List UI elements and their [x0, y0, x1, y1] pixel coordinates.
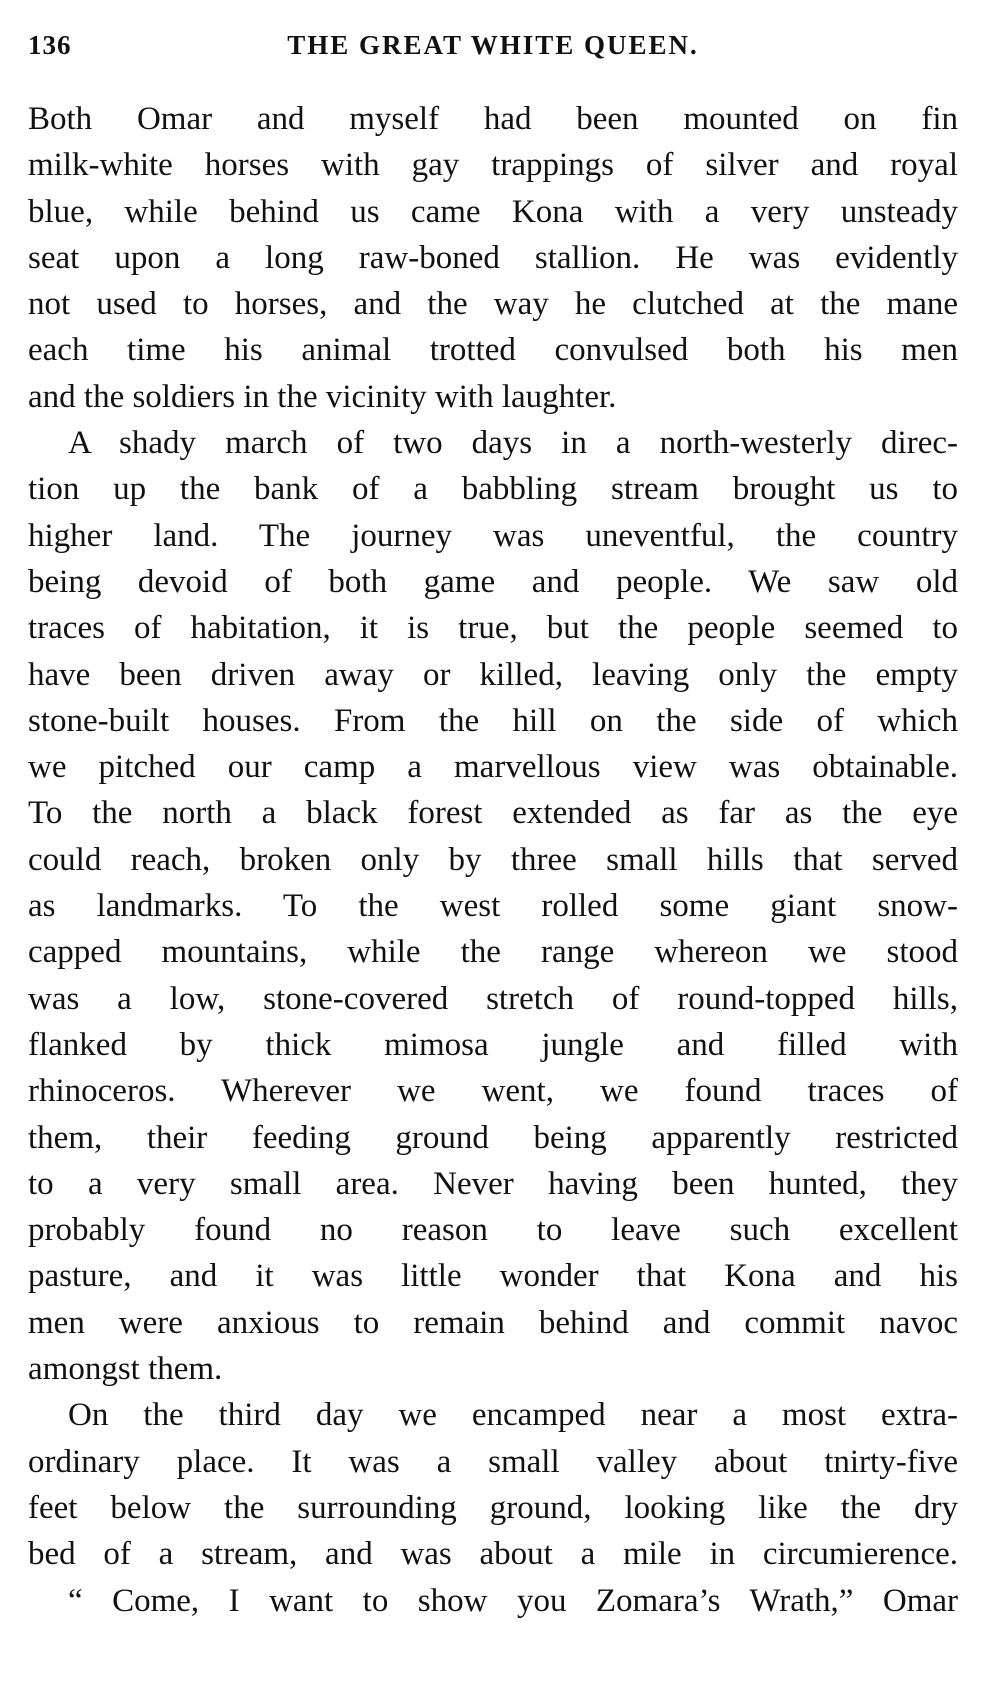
text-line: higher land. The journey was uneventful, the country: [28, 517, 958, 554]
text-line: milk-white horses with gay trappings of silver and royal: [28, 147, 958, 184]
text-line: To the north a black forest extended as far as the eye: [28, 795, 958, 832]
body-text: [28, 96, 958, 1624]
text-line: A shady march of two days in a north-westerly direc-: [68, 425, 958, 462]
text-line: we pitched our camp a marvellous view was obtainable.: [28, 749, 958, 786]
running-title: THE GREAT WHITE QUEEN.: [287, 30, 699, 60]
text-line: have been driven away or killed, leaving only the empty: [28, 656, 958, 693]
text-line: pasture, and it was little wonder that Kona and his: [28, 1258, 958, 1295]
running-head: [28, 30, 958, 70]
text-line: ordinary place. It was a small valley about tnirty-five: [28, 1443, 958, 1480]
text-line: flanked by thick mimosa jungle and filled with: [28, 1026, 958, 1063]
text-line: “ Come, I want to show you Zomara’s Wrath,” Omar: [68, 1582, 958, 1619]
text-line: being devoid of both game and people. We saw old: [28, 563, 958, 600]
text-line: men were anxious to remain behind and commit navoc: [28, 1304, 958, 1341]
text-line: On the third day we encamped near a most extra-: [68, 1397, 958, 1434]
text-line: tion up the bank of a babbling stream brought us to: [28, 471, 958, 508]
text-line: seat upon a long raw-boned stallion. He was evidently: [28, 239, 958, 276]
text-line: capped mountains, while the range whereon we stood: [28, 934, 958, 971]
page-number: 136: [28, 30, 72, 60]
text-line: Both Omar and myself had been mounted on fin: [28, 101, 958, 137]
text-line: each time his animal trotted convulsed both his men: [28, 332, 958, 369]
text-line: traces of habitation, it is true, but the people seemed to: [28, 610, 958, 647]
text-line: could reach, broken only by three small hills that served: [28, 841, 958, 878]
text-line: amongst them.: [28, 1351, 223, 1388]
text-line: as landmarks. To the west rolled some giant snow-: [28, 888, 958, 925]
text-line: feet below the surrounding ground, looking like the dry: [28, 1489, 958, 1526]
text-line: to a very small area. Never having been hunted, they: [28, 1165, 958, 1202]
text-line: was a low, stone-covered stretch of round-topped hills,: [28, 980, 958, 1017]
text-line: them, their feeding ground being apparently restricted: [28, 1119, 958, 1156]
text-line: not used to horses, and the way he clutched at the mane: [28, 286, 958, 323]
text-line: blue, while behind us came Kona with a very unsteady: [28, 193, 958, 230]
text-line: probably found no reason to leave such excellent: [28, 1212, 958, 1249]
text-line: and the soldiers in the vicinity with laughter.: [28, 378, 617, 415]
text-line: stone-built houses. From the hill on the side of which: [28, 702, 958, 739]
text-line: bed of a stream, and was about a mile in circumierence.: [28, 1536, 958, 1573]
text-line: rhinoceros. Wherever we went, we found traces of: [28, 1073, 958, 1110]
